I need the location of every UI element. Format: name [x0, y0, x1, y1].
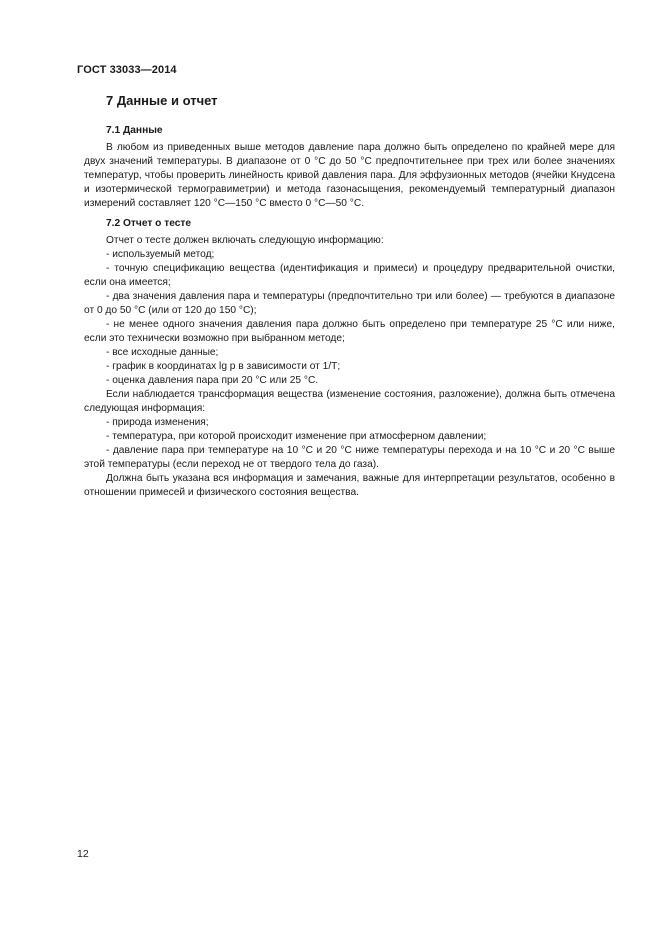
list-item: - давление пара при температуре на 10 °С и 20 °С ниже температуры перехода и на 10 °С и 20 °С выше этой температуры (если переход не от твердого тела до газа).	[84, 445, 615, 470]
subsection-title-report: 7.2 Отчет о тесте	[106, 218, 192, 229]
document-body	[84, 93, 615, 500]
paragraph: Если наблюдается трансформация вещества (изменение состояния, разложение), должна быть отмечена следующая информация:	[84, 389, 615, 414]
list-item: - два значения давления пара и температуры (предпочтительно три или более) — требуются в диапазоне от 0 до 50 °С (или от 120 до 150 °С);	[84, 291, 615, 316]
paragraph: В любом из приведенных выше методов давление пара должно быть определено по крайней мере для двух значений температуры. В диапазоне от 0 °С до 50 °С предпочтительнее при трех или более значениях температур, чтобы проверить линейность кривой давления пара. Для эффузионных методов (ячейки Кнудсена и изотермической термогравиметрии) и метода газонасыщения, рекомендуемый температурный диапазон измерений составляет 120 °С—150 °С вместо 0 °С—50 °С.	[84, 142, 615, 209]
list-item: - все исходные данные;	[106, 347, 219, 358]
list-item: - точную спецификацию вещества (идентификация и примеси) и процедуру предварительной очистки, если она имеется;	[84, 263, 615, 288]
subsection-title-data: 7.1 Данные	[106, 125, 163, 136]
document-header: ГОСТ 33033—2014	[77, 64, 177, 76]
page-number: 12	[77, 848, 89, 860]
list-item: - не менее одного значения давления пара должно быть определено при температуре 25 °С или ниже, если это технически возможно при выбранном методе;	[84, 319, 615, 344]
list-item: - температура, при которой происходит изменение при атмосферном давлении;	[106, 431, 487, 442]
section-title: 7 Данные и отчет	[106, 93, 218, 108]
list-item: - оценка давления пара при 20 °С или 25 °С.	[106, 375, 319, 386]
list-item: - природа изменения;	[106, 417, 209, 428]
paragraph: Должна быть указана вся информация и замечания, важные для интерпретации результатов, особенно в отношении примесей и физического состояния вещества.	[84, 473, 615, 498]
paragraph: Отчет о тесте должен включать следующую информацию:	[106, 235, 384, 246]
list-item: - используемый метод;	[106, 249, 215, 260]
list-item: - график в координатах lg p в зависимости от 1/Т;	[106, 361, 341, 372]
